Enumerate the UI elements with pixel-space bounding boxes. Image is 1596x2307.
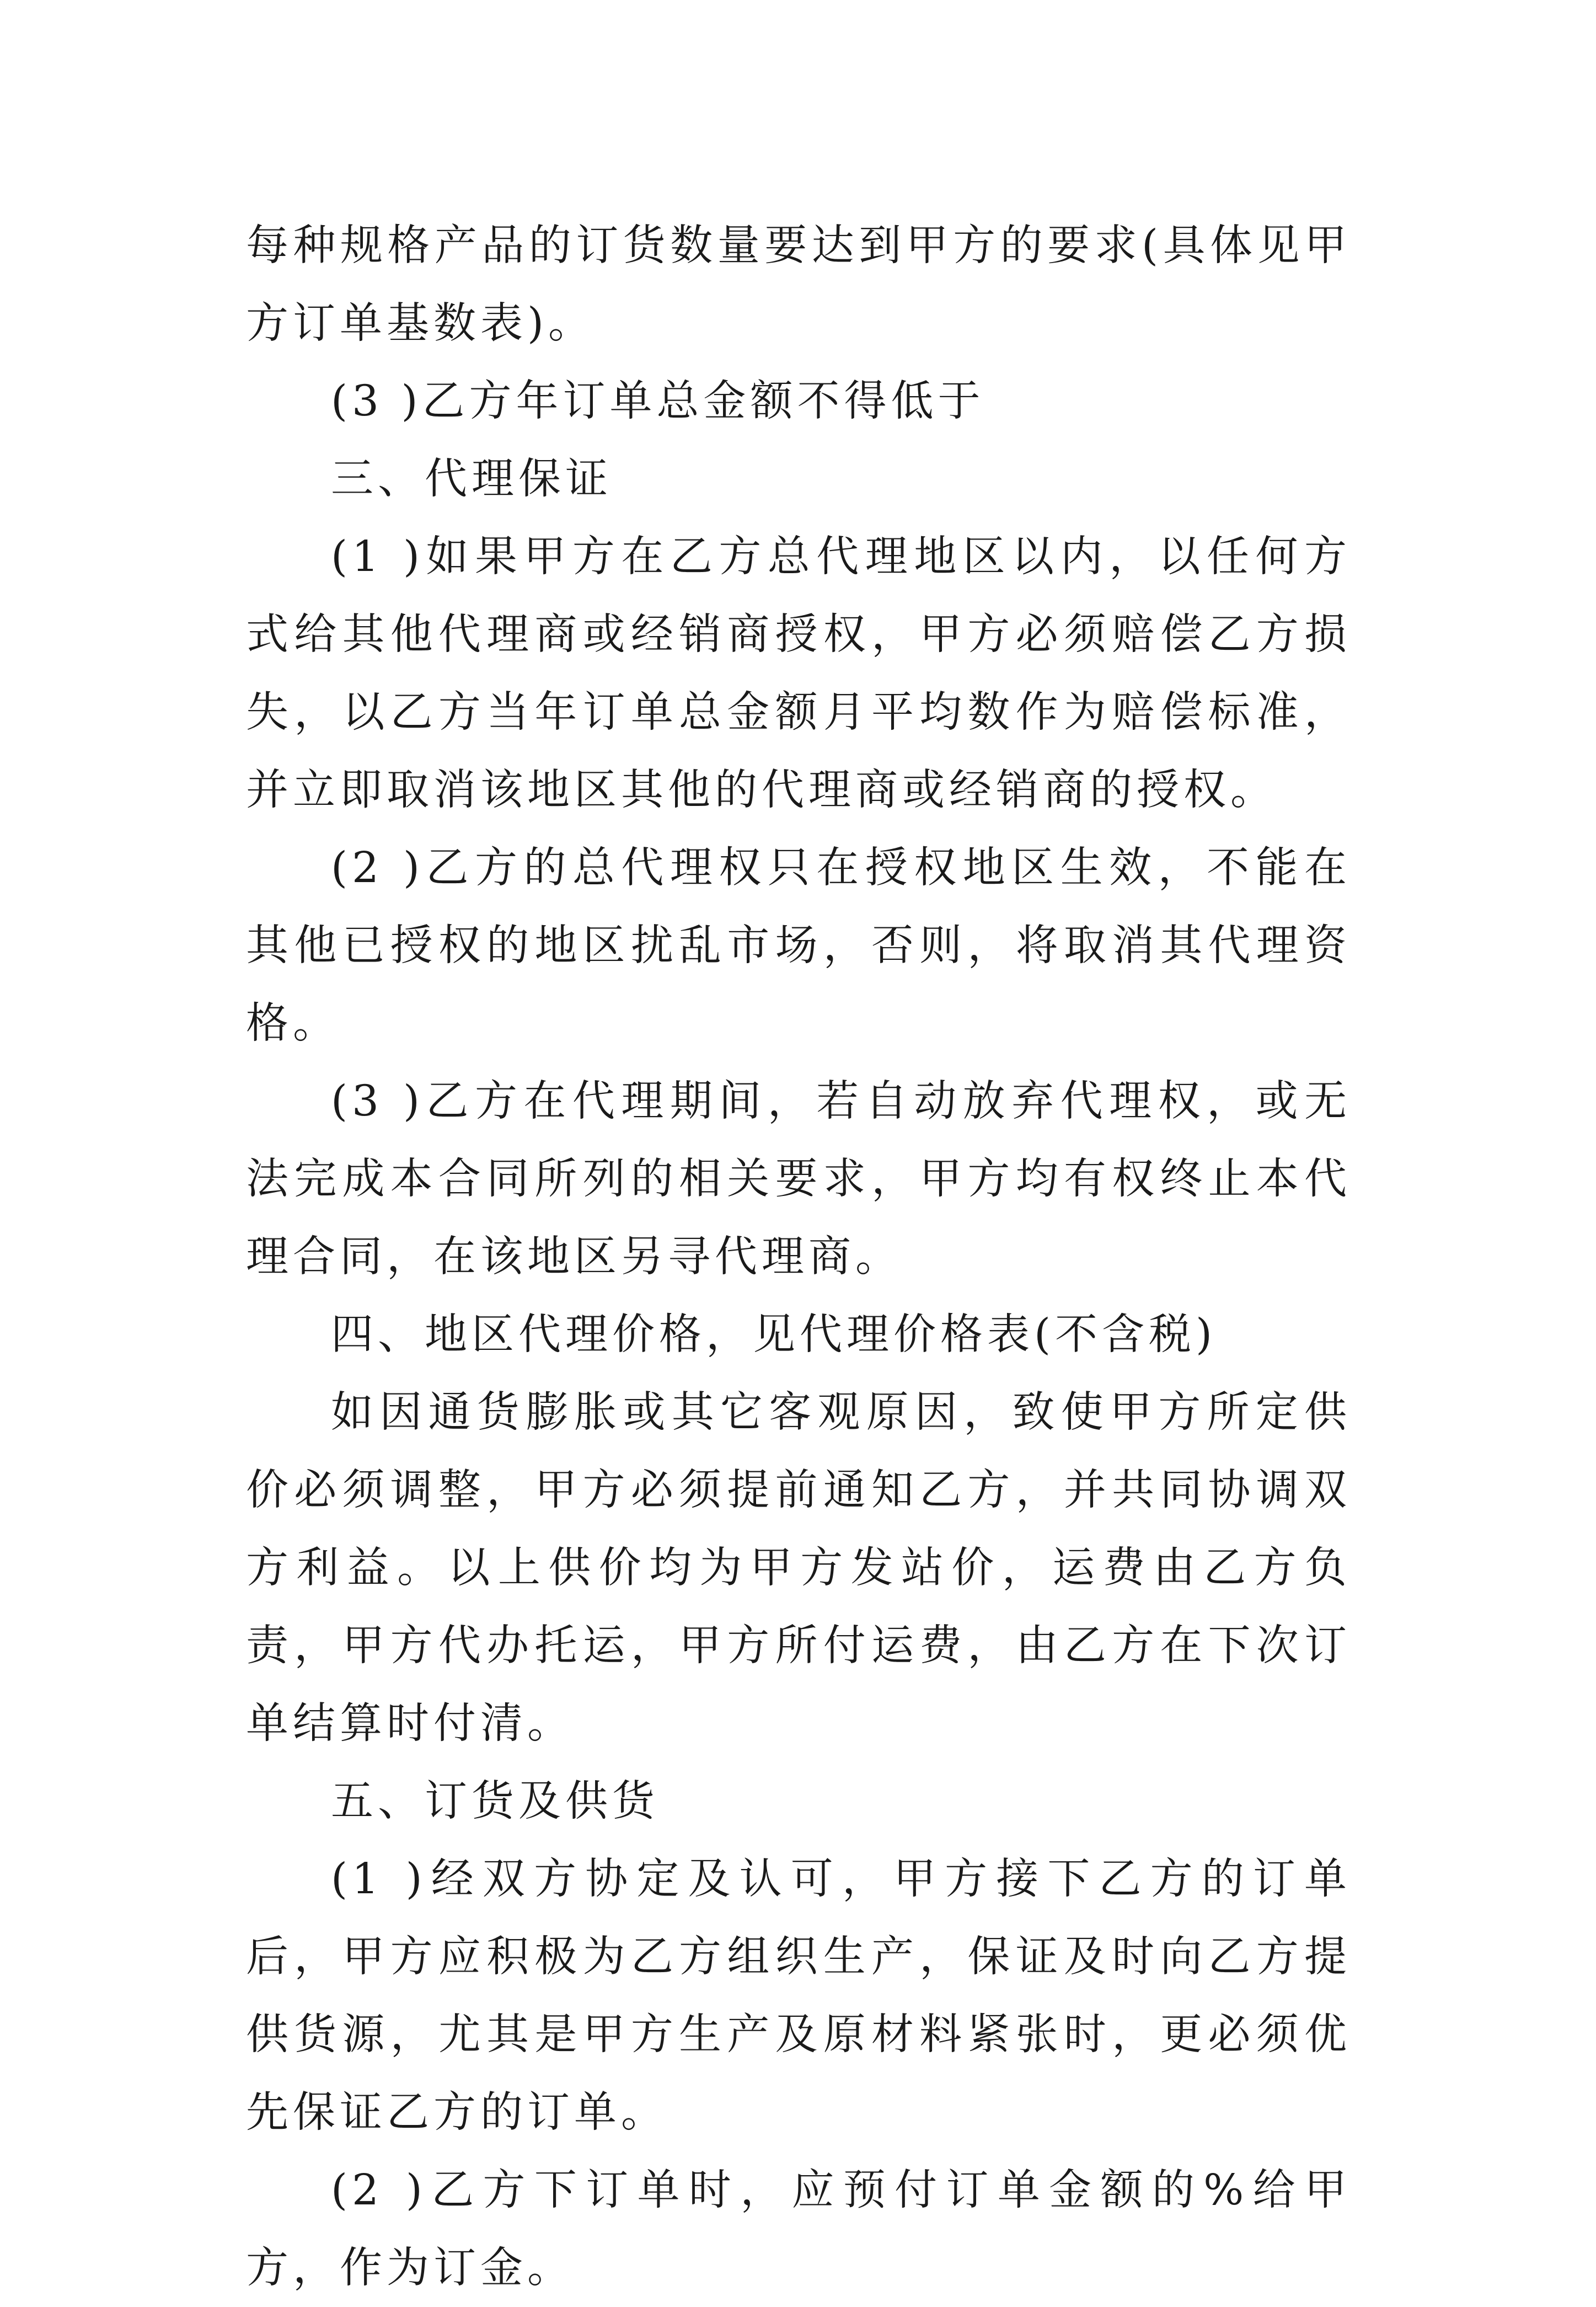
paragraph-annual-order-minimum: (3 )乙方年订单总金额不得低于 (331, 377, 985, 426)
section-heading-ordering-supply: 五、订货及供货 (331, 1777, 659, 1826)
paragraph-guarantee-2: (2 )乙方的总代理权只在授权地区生效，不能在其他已授权的地区扰乱市场，否则，将取消其代理资格。 (246, 843, 1351, 1048)
paragraph-guarantee-3: (3 )乙方在代理期间，若自动放弃代理权，或无法完成本合同所列的相关要求，甲方均有权终止本代理合同，在该地区另寻代理商。 (246, 1077, 1351, 1281)
paragraph-price-adjustment: 如因通货膨胀或其它客观原因，致使甲方所定供价必须调整，甲方必须提前通知乙方，并共同协调双方利益。以上供价均为甲方发站价，运费由乙方负责，甲方代办托运，甲方所付运费，由乙方在下次订单结算时付清。 (246, 1388, 1351, 1748)
document-body (246, 207, 1351, 2307)
section-heading-agency-guarantee: 三、代理保证 (331, 455, 612, 504)
paragraph-order-quantity: 每种规格产品的订货数量要达到甲方的要求(具体见甲方订单基数表)。 (246, 221, 1351, 348)
paragraph-supply-2: (2 )乙方下订单时，应预付订单金额的%给甲方，作为订金。 (246, 2166, 1351, 2293)
section-heading-regional-price: 四、地区代理价格，见代理价格表(不含税) (331, 1310, 1217, 1359)
paragraph-guarantee-1: (1 )如果甲方在乙方总代理地区以内，以任何方式给其他代理商或经销商授权，甲方必须赔偿乙方损失，以乙方当年订单总金额月平均数作为赔偿标准，并立即取消该地区其他的代理商或经销商的授权。 (246, 532, 1351, 815)
paragraph-supply-1: (1 )经双方协定及认可，甲方接下乙方的订单后，甲方应积极为乙方组织生产，保证及时向乙方提供货源，尤其是甲方生产及原材料紧张时，更必须优先保证乙方的订单。 (246, 1855, 1351, 2137)
